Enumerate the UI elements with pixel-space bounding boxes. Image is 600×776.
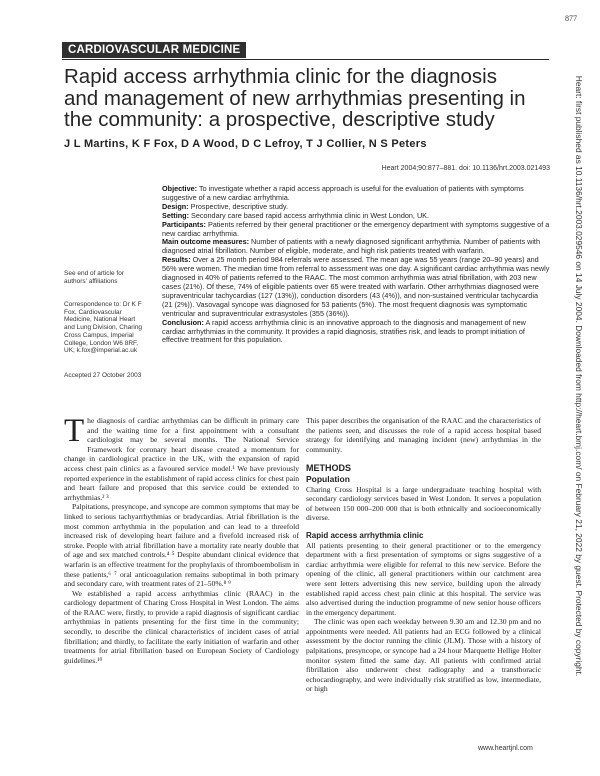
page-number: 877 [565,14,577,23]
affiliations-note: See end of article for authors' affiliations [64,270,124,285]
methods-heading: METHODS [306,463,351,474]
body-paragraph: The clinic was open each weekday between 9.30 am and 12.30 pm and no appointments were needed. All patients had an ECG followed by a clinical assessment by the doctor running the clinic (JLM). Those with a history of palpitations, presyncope, or syncope had a 24 hour Marquette Hellige Holter monitor system fitted the same day. All patients with confirmed atrial fibrillation also underwent chest radiography and a transthoracic echocardiography, and were individually risk stratified as low, intermediate, or high [306,617,541,694]
abstract-participants: Participants: Patients referred by their general practitioner or the emergency department with symptoms suggestive of a new cardiac arrhythmia. [162,219,550,238]
abstract-outcome-measures: Main outcome measures: Number of patients with a newly diagnosed significant arrhythmia. Number of patients with diagnosed atrial fibrillation. Number of eligible, moderate, and high risk patients treated with warfarin. [162,237,540,256]
author-list: J L Martins, K F Fox, D A Wood, D C Lefroy, T J Collier, N S Peters [64,138,427,150]
citation-line: Heart 2004;90:877–881. doi: 10.1136/hrt.2003.021493 [381,165,550,172]
download-watermark: Heart: first published as 10.1136/hrt.2003.029546 on 14 July 2004. Downloaded from http://heart.bmj.com/ on February 21, 2022 by guest. Protected by copyright. [574,75,584,677]
correspondence-note: Correspondence to: Dr K F Fox, Cardiovascular Medicine, National Heart and Lung Division, Charing Cross Campus, Imperial College, London W6 8RF, UK; k.fox@imperial.ac.uk [64,301,143,355]
body-column-left [64,413,299,665]
body-paragraph: This paper describes the organisation of the RAAC and the characteristics of the patients seen, and discusses the role of a rapid access hospital based strategy for identifying and managing incident (new) arrhythmias in the community. [306,416,541,454]
accepted-date: Accepted 27 October 2003 [64,372,142,379]
body-paragraph: Palpitations, presyncope, and syncope are common symptoms that may be linked to serious tachyarrhythmias or bradycardias. Atrial fibrillation is the most common arrhythmia in the population and can lead to a threefold increased risk of developing heart failure and a fivefold increased risk of stroke. People with atrial fibrillation have a mortality rate nearly double that of age and sex matched controls.⁴ ⁵ Despite abundant clinical evidence that warfarin is an effective treatment for the prophylaxis of thromboembolism in these patients,⁶ ⁷ oral anticoagulation remains suboptimal in both primary and secondary care, with treatment rates of 21–50%.⁸ ⁹ [64,502,299,589]
intro-paragraph: The diagnosis of cardiac arrhythmias can be difficult in primary care and the waiting time for a first appointment with a consultant cardiologist may be several months. The National Service Framework for coronary heart disease created a momentum for change in cardiological practice in the UK, with the expansion of rapid access chest pain clinics as a favoured service model.¹ We have previously reported experience in the establishment of rapid access clinics for chest pain and heart failure and proposed that this service could be extended to arrhythmias.² ³ [64,413,299,502]
body-paragraph: All patients presenting to their general practitioner or to the emergency department with a first presentation of symptoms or signs suggestive of a cardiac arrhythmia were eligible for referral to this new service. Before the opening of the clinic, all general practitioners within our catchment area were sent letters advertising this new service, building upon the already established rapid access chest pain clinic at this hospital. The service was also advertised during the induction programme of new senior house officers in the emergency department. [306,540,541,617]
abstract-design: Design: Prospective, descriptive study. [162,201,288,211]
abstract-results: Results: Over a 25 month period 984 referrals were assessed. The mean age was 55 years (range 20–90 years) and 56% were women. The median time from referral to assessment was one day. A significant cardiac arrhythmia was newly diagnosed in 40% of patients referred to the RAAC. The most common arrhythmia was atrial fibrillation, with 203 new cases (21%). Of these, 74% of eligible patients over 65 were treated with warfarin. Other arrhythmias diagnosed were supraventricular tachycardias (127 (13%)), conduction disorders (43 (4%)), and non-sustained ventricular tachycardia (21 (2%)). Vasovagal syncope was diagnosed for 53 patients (5%). The most frequent diagnosis was symptomatic ventricular and supraventricular extrasystoles (355 (36%)). [162,255,550,318]
abstract-conclusion: Conclusion: A rapid access arrhythmia clinic is an innovative approach to the diagnosis and management of new cardiac arrhythmias in the community. It provides a rapid diagnosis, stratifies risk, and leads to prompt initiation of effective treatment for this population. [162,317,526,345]
section-header [62,42,549,60]
abstract-objective: Objective: To investigate whether a rapid access approach is useful for the evaluation of patients with symptoms suggestive of a new cardiac arrhythmia. [162,184,524,202]
abstract-setting: Setting: Secondary care based rapid access arrhythmia clinic in West London, UK. [162,210,430,220]
population-heading: Population [306,473,350,484]
section-label: CARDIOVASCULAR MEDICINE [62,42,246,58]
footer-url: www.heartjnl.com [478,745,533,752]
abstract [162,185,550,345]
raac-heading: Rapid access arrhythmia clinic [306,530,424,540]
body-paragraph: We established a rapid access arrhythmias clinic (RAAC) in the cardiology department of Charing Cross Hospital in West London. The aims of the RAAC were, firstly, to provide a rapid diagnosis of significant cardiac arrhythmias in patients presenting for the first time in the community; secondly, to describe the clinical characteristics of incident cases of atrial fibrillation; and thirdly, to facilitate the early initiation of warfarin and other treatments for atrial fibrillation based on European Society of Cardiology guidelines.¹⁰ [64,588,299,665]
body-column-right [306,416,541,694]
article-title: Rapid access arrhythmia clinic for the diagnosis and management of new arrhythmias presenting in the community: a prospective, descriptive study [64,65,526,131]
body-paragraph: Charing Cross Hospital is a large undergraduate teaching hospital with secondary cardiology services based in West London. It serves a population of between 150 000–200 000 that is both ethnically and socioeconomically diverse. [306,484,541,523]
drop-cap: T [64,413,85,449]
